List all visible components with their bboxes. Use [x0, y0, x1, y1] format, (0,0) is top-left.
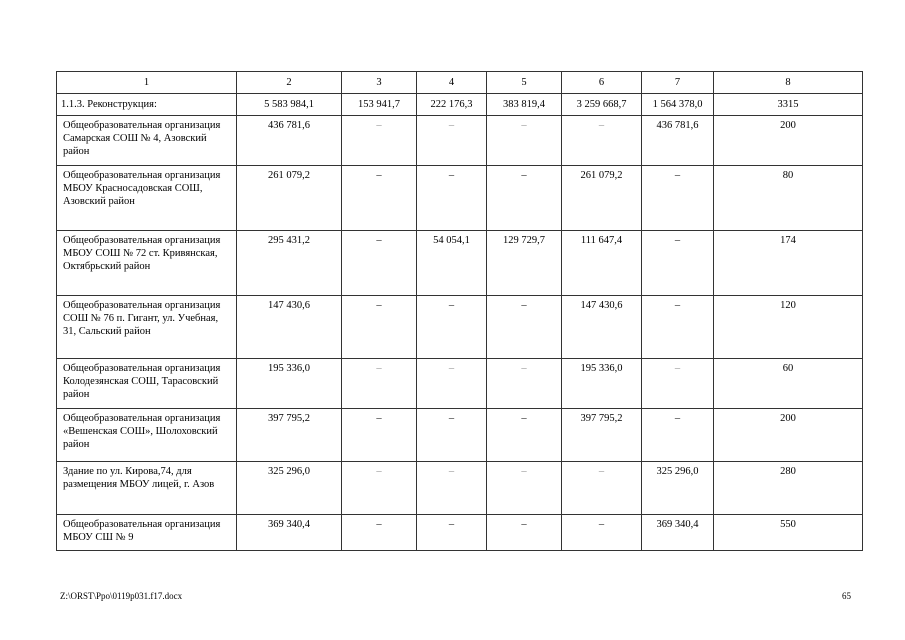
value-cell: – [487, 359, 562, 409]
row-name-cell: Здание по ул. Кирова,74, для размещения МБОУ лицей, г. Азов [57, 462, 237, 515]
table-header-row [57, 72, 863, 94]
value-cell: – [417, 515, 487, 551]
value-cell: 60 [714, 359, 863, 409]
table-row [57, 231, 863, 296]
value-cell: 325 296,0 [237, 462, 342, 515]
value-cell: 397 795,2 [562, 409, 642, 462]
document-path: Z:\ORST\Ppo\0119p031.f17.docx [60, 591, 183, 601]
value-cell: – [487, 296, 562, 359]
row-name-cell: Общеобразовательная организация СОШ № 76 п. Гигант, ул. Учебная, 31, Сальский район [57, 296, 237, 359]
value-cell: – [487, 409, 562, 462]
value-cell: 129 729,7 [487, 231, 562, 296]
row-name-cell: 1.1.3. Реконструкция: [57, 94, 237, 116]
row-name-cell: Общеобразовательная организация МБОУ СШ № 9 [57, 515, 237, 551]
table-row [57, 409, 863, 462]
value-cell: 153 941,7 [342, 94, 417, 116]
value-cell: – [417, 462, 487, 515]
value-cell: 195 336,0 [562, 359, 642, 409]
value-cell: 200 [714, 116, 863, 166]
column-header-1: 1 [57, 72, 237, 94]
value-cell: 369 340,4 [237, 515, 342, 551]
value-cell: – [417, 116, 487, 166]
value-cell: – [642, 231, 714, 296]
column-header-4: 4 [417, 72, 487, 94]
table-row [57, 116, 863, 166]
value-cell: – [342, 409, 417, 462]
value-cell: 295 431,2 [237, 231, 342, 296]
table-row [57, 462, 863, 515]
value-cell: 5 583 984,1 [237, 94, 342, 116]
column-header-5: 5 [487, 72, 562, 94]
value-cell: 3 259 668,7 [562, 94, 642, 116]
value-cell: – [487, 462, 562, 515]
row-name-cell: Общеобразовательная организация МБОУ Красносадовская СОШ, Азовский район [57, 166, 237, 231]
value-cell: 261 079,2 [237, 166, 342, 231]
row-name-cell: Общеобразовательная организация Колодезянская СОШ, Тарасовский район [57, 359, 237, 409]
value-cell: – [342, 462, 417, 515]
page-number: 65 [842, 591, 851, 601]
value-cell: – [642, 166, 714, 231]
value-cell: – [342, 231, 417, 296]
table-row [57, 166, 863, 231]
value-cell: 1 564 378,0 [642, 94, 714, 116]
table-row [57, 515, 863, 551]
budget-table [56, 71, 863, 551]
value-cell: – [642, 409, 714, 462]
column-header-8: 8 [714, 72, 863, 94]
row-name-cell: Общеобразовательная организация Самарская СОШ № 4, Азовский район [57, 116, 237, 166]
value-cell: – [642, 359, 714, 409]
value-cell: 147 430,6 [562, 296, 642, 359]
value-cell: – [342, 515, 417, 551]
value-cell: – [487, 166, 562, 231]
column-header-3: 3 [342, 72, 417, 94]
value-cell: – [342, 359, 417, 409]
value-cell: 369 340,4 [642, 515, 714, 551]
value-cell: – [562, 515, 642, 551]
value-cell: 195 336,0 [237, 359, 342, 409]
column-header-2: 2 [237, 72, 342, 94]
value-cell: – [342, 166, 417, 231]
value-cell: 111 647,4 [562, 231, 642, 296]
value-cell: 147 430,6 [237, 296, 342, 359]
value-cell: 280 [714, 462, 863, 515]
row-name-cell: Общеобразовательная организация МБОУ СОШ № 72 ст. Кривянская, Октябрьский район [57, 231, 237, 296]
value-cell: – [487, 116, 562, 166]
value-cell: 222 176,3 [417, 94, 487, 116]
value-cell: – [417, 359, 487, 409]
total-row [57, 94, 863, 116]
value-cell: – [417, 296, 487, 359]
value-cell: 54 054,1 [417, 231, 487, 296]
value-cell: – [487, 515, 562, 551]
column-header-7: 7 [642, 72, 714, 94]
value-cell: 200 [714, 409, 863, 462]
value-cell: 397 795,2 [237, 409, 342, 462]
column-header-6: 6 [562, 72, 642, 94]
value-cell: – [562, 116, 642, 166]
value-cell: 550 [714, 515, 863, 551]
value-cell: 383 819,4 [487, 94, 562, 116]
row-name-cell: Общеобразовательная организация «Вешенская СОШ», Шолоховский район [57, 409, 237, 462]
value-cell: 3315 [714, 94, 863, 116]
value-cell: – [642, 296, 714, 359]
value-cell: – [342, 116, 417, 166]
value-cell: 436 781,6 [237, 116, 342, 166]
value-cell: 325 296,0 [642, 462, 714, 515]
value-cell: 80 [714, 166, 863, 231]
value-cell: 436 781,6 [642, 116, 714, 166]
table-row [57, 296, 863, 359]
value-cell: 261 079,2 [562, 166, 642, 231]
value-cell: – [417, 409, 487, 462]
value-cell: – [342, 296, 417, 359]
table-body [57, 72, 863, 551]
table-row [57, 359, 863, 409]
value-cell: 174 [714, 231, 863, 296]
value-cell: 120 [714, 296, 863, 359]
value-cell: – [562, 462, 642, 515]
value-cell: – [417, 166, 487, 231]
